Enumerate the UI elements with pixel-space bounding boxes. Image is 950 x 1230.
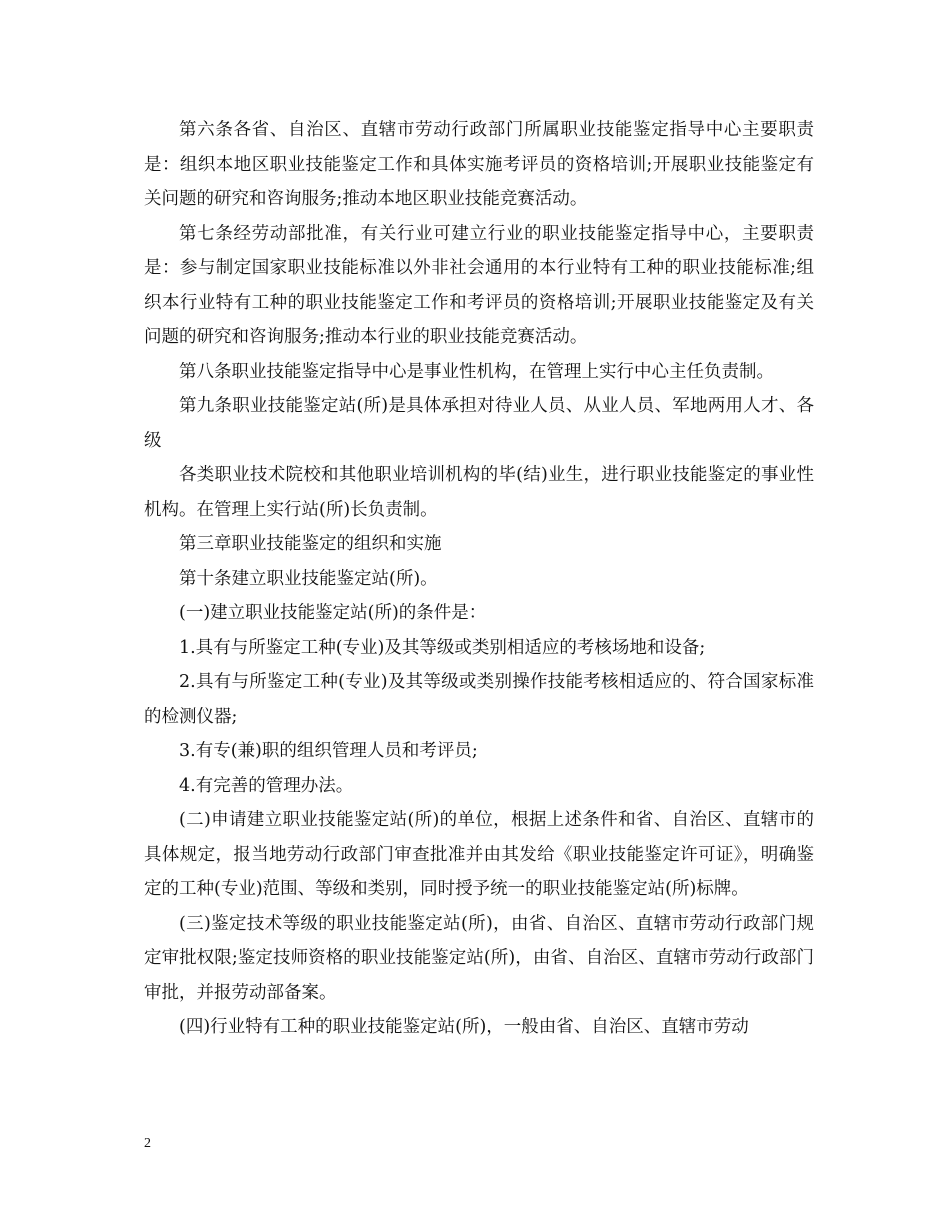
paragraph: 各类职业技术院校和其他职业培训机构的毕(结)业生，进行职业技能鉴定的事业性机构。在管理上实行站(所)长负责制。 [144,465,814,520]
paragraph: 第九条职业技能鉴定站(所)是具体承担对待业人员、从业人员、军地两用人才、各级 [144,396,814,451]
list-item: 3.有专(兼)职的组织管理人员和考评员; [179,741,478,761]
document-body [144,113,814,1045]
page-number: 2 [144,1136,151,1151]
list-item: 2.具有与所鉴定工种(专业)及其等级或类别操作技能考核相适应的、符合国家标准的检测仪器; [144,672,814,727]
paragraph: (一)建立职业技能鉴定站(所)的条件是： [179,603,487,623]
list-item: 4.有完善的管理办法。 [179,775,354,796]
paragraph: 第七条经劳动部批准，有关行业可建立行业的职业技能鉴定指导中心，主要职责是：参与制定国家职业技能标准以外非社会通用的本行业特有工种的职业技能标准;组织本行业特有工种的职业技能鉴定工作和考评员的资格培训;开展职业技能鉴定及有关问题的研究和咨询服务;推动本行业的职业技能竞赛活动。 [144,223,814,347]
paragraph: (四)行业特有工种的职业技能鉴定站(所)，一般由省、自治区、直辖市劳动 [179,1017,749,1037]
paragraph: 第十条建立职业技能鉴定站(所)。 [179,568,438,589]
paragraph: 第六条各省、自治区、直辖市劳动行政部门所属职业技能鉴定指导中心主要职责是：组织本地区职业技能鉴定工作和具体实施考评员的资格培训;开展职业技能鉴定有关问题的研究和咨询服务;推动本地区职业技能竞赛活动。 [144,120,814,209]
chapter-heading: 第三章职业技能鉴定的组织和实施 [179,534,442,554]
list-item: 1.具有与所鉴定工种(专业)及其等级或类别相适应的考核场地和设备; [179,637,706,658]
paragraph: 第八条职业技能鉴定指导中心是事业性机构，在管理上实行中心主任负责制。 [179,361,774,382]
paragraph: (二)申请建立职业技能鉴定站(所)的单位，根据上述条件和省、自治区、直辖市的具体规定，报当地劳动行政部门审查批准并由其发给《职业技能鉴定许可证》，明确鉴定的工种(专业)范围、等级和类别，同时授予统一的职业技能鉴定站(所)标牌。 [144,810,814,899]
paragraph: (三)鉴定技术等级的职业技能鉴定站(所)，由省、自治区、直辖市劳动行政部门规定审批权限;鉴定技师资格的职业技能鉴定站(所)，由省、自治区、直辖市劳动行政部门审批，并报劳动部备案。 [144,913,814,1003]
